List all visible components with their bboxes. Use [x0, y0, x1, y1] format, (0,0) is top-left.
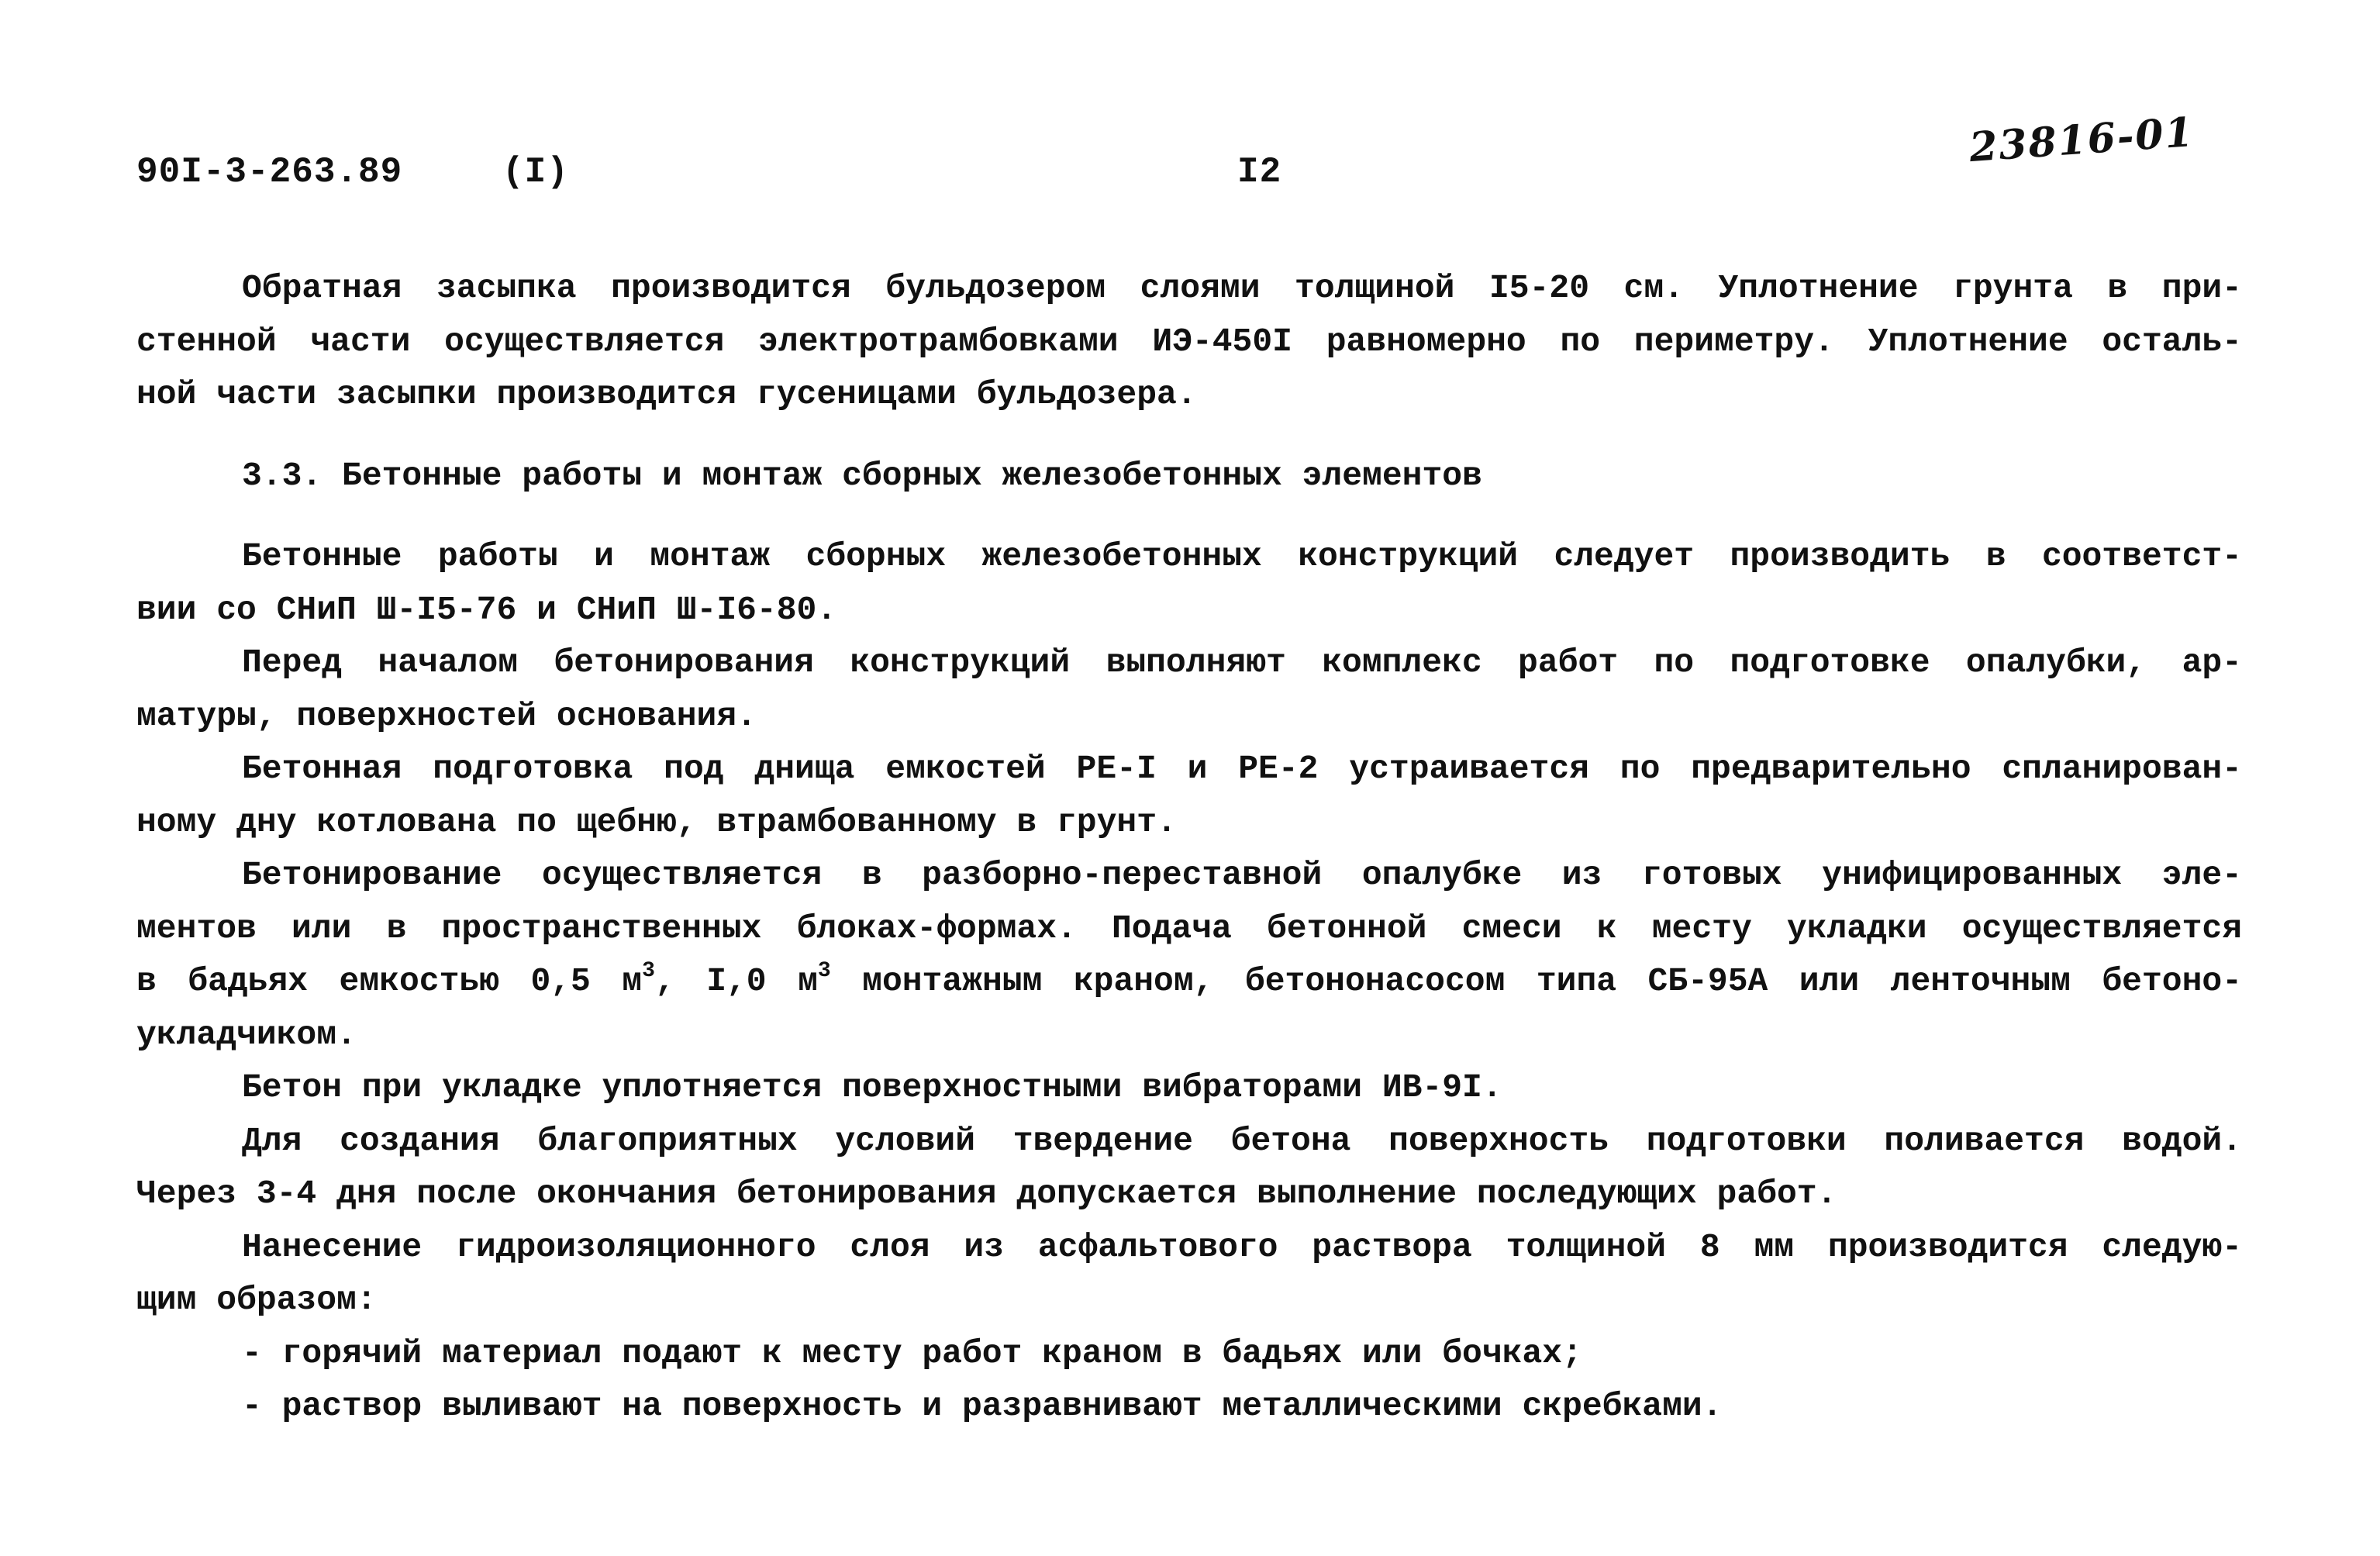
page-number: I2	[1237, 152, 1282, 192]
text-fragment: в бадьях емкостью 0,5 м	[136, 962, 643, 1000]
text-fragment: монтажным краном, бетононасосом типа СБ-95А или ленточным бетоно-	[830, 962, 2242, 1000]
document-code: 90I-3-263.89	[136, 152, 403, 192]
paragraph-concreting	[136, 849, 2242, 1061]
list-item: - раствор выливают на поверхность и разравнивают металлическими скребками.	[242, 1387, 1723, 1425]
text-line: Нанесение гидроизоляционного слоя из асфальтового раствора толщиной 8 мм производится следую-	[242, 1227, 2242, 1266]
text-line	[136, 955, 2242, 1009]
paragraph-concrete-works	[136, 530, 2242, 637]
paragraph-preparation	[136, 637, 2242, 743]
handwritten-note: 23816-01	[1968, 108, 2196, 172]
section-heading: 3.3. Бетонные работы и монтаж сборных железобетонных элементов	[242, 456, 1482, 495]
text-line: ментов или в пространственных блоках-формах. Подача бетонной смеси к месту укладки осуществляется	[136, 909, 2242, 947]
paragraph-curing	[136, 1115, 2242, 1221]
text-line: Обратная засыпка производится бульдозером слоями толщиной I5-20 см. Уплотнение грунта в при-	[242, 269, 2242, 307]
text-line: вии со СНиП Ш-I5-76 и СНиП Ш-I6-80.	[136, 590, 837, 629]
text-line: матуры, поверхностей основания.	[136, 696, 757, 735]
superscript: 3	[817, 959, 831, 983]
text-line: Бетонные работы и монтаж сборных железобетонных конструкций следует производить в соответст-	[242, 537, 2242, 575]
paragraph-waterproofing	[136, 1221, 2242, 1327]
document-part: (I)	[502, 152, 569, 192]
text-line: Через 3-4 дня после окончания бетонирования допускается выполнение последующих работ.	[136, 1175, 1837, 1213]
text-line: ной части засыпки производится гусеницами бульдозера.	[136, 375, 1197, 413]
text-fragment: , I,0 м	[654, 962, 818, 1000]
text-line: Бетонирование осуществляется в разборно-переставной опалубке из готовых унифицированных эле-	[242, 856, 2242, 894]
text-line: Бетон при укладке уплотняется поверхностными вибраторами ИВ-9I.	[242, 1068, 1502, 1106]
text-line: Для создания благоприятных условий твердение бетона поверхность подготовки поливается водой.	[242, 1121, 2242, 1160]
text-line: щим образом:	[136, 1281, 377, 1319]
list-item: - горячий материал подают к месту работ краном в бадьях или бочках;	[242, 1333, 1582, 1372]
text-line: укладчиком.	[136, 1015, 357, 1054]
text-line: ному дну котлована по щебню, втрамбованному в грунт.	[136, 802, 1177, 841]
body-text	[136, 262, 2242, 1434]
bullet-list	[136, 1327, 2242, 1434]
text-line: стенной части осуществляется электротрамбовками ИЭ-450I равномерно по периметру. Уплотнение осталь-	[136, 322, 2242, 361]
text-line: Перед началом бетонирования конструкций выполняют комплекс работ по подготовке опалубки, ар-	[242, 643, 2242, 681]
superscript: 3	[642, 959, 655, 983]
paragraph-vibration	[136, 1061, 2242, 1115]
text-line: Бетонная подготовка под днища емкостей РЕ-I и РЕ-2 устраивается по предварительно спланирован-	[242, 750, 2242, 788]
paragraph-backfill	[136, 262, 2242, 422]
paragraph-concrete-base	[136, 743, 2242, 849]
